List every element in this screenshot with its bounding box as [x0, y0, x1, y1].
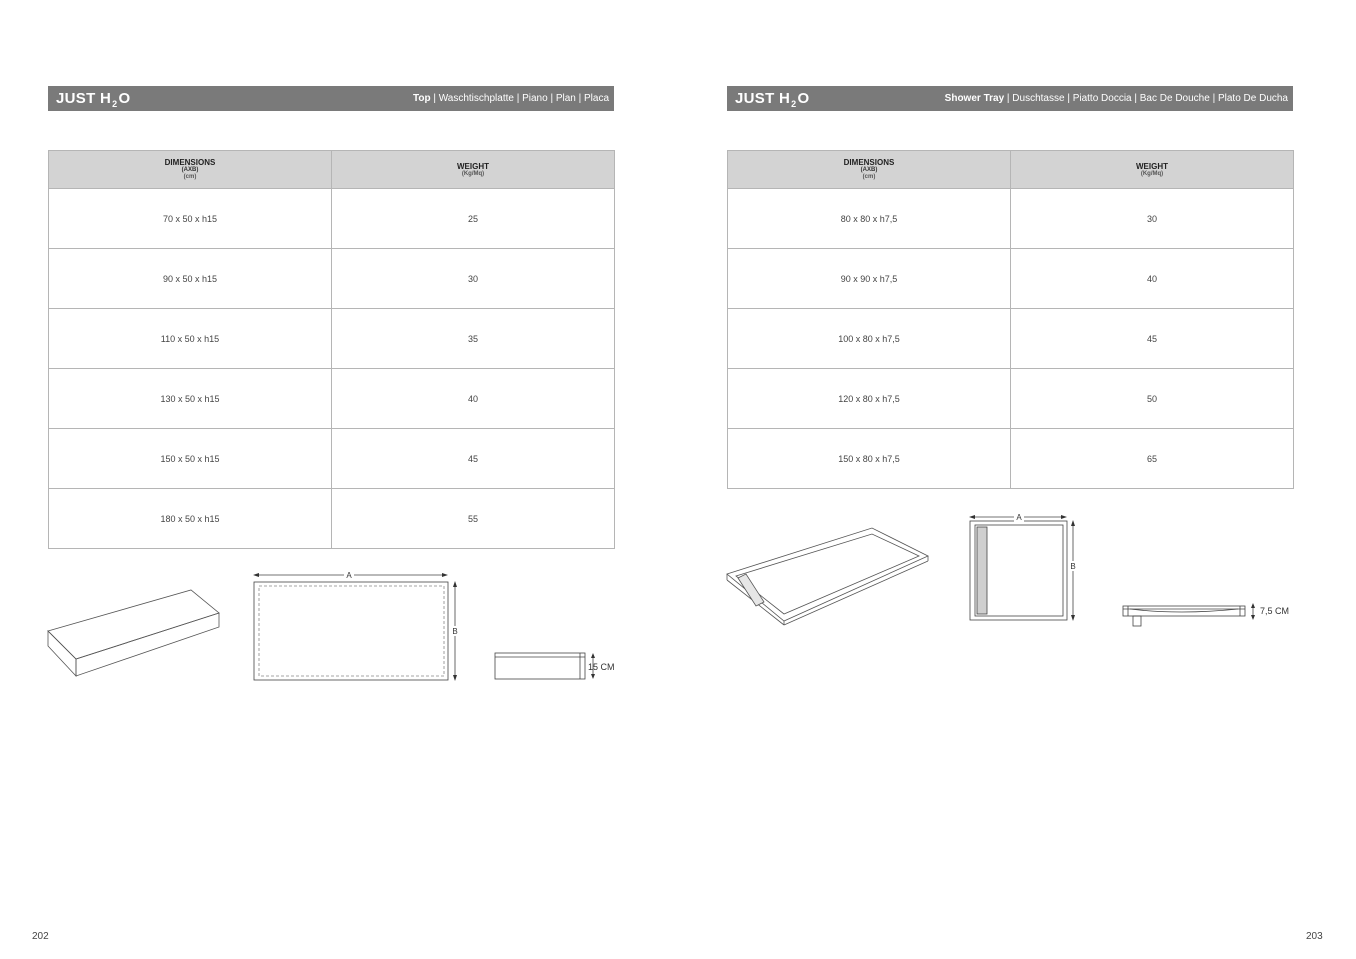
brand-suffix: O [797, 90, 810, 107]
weight-cell: 45 [1011, 309, 1294, 369]
product-subtitle [945, 93, 1288, 104]
weight-cell: 40 [332, 369, 615, 429]
dimension-cell: 150 x 80 x h7,5 [728, 429, 1011, 489]
subtitle-rest: | Duschtasse | Piatto Doccia | Bac De Douche | Plato De Ducha [1004, 93, 1288, 104]
weight-header [332, 151, 615, 189]
weight-cell: 65 [1011, 429, 1294, 489]
brand-subscript: 2 [791, 99, 797, 109]
top-isometric-drawing [46, 586, 222, 680]
table-row [49, 489, 615, 549]
weight-cell: 55 [332, 489, 615, 549]
brand-title [56, 90, 130, 107]
weight-cell: 50 [1011, 369, 1294, 429]
dimension-cell: 110 x 50 x h15 [49, 309, 332, 369]
table-row [728, 249, 1294, 309]
page-number: 202 [32, 931, 49, 942]
dimension-cell: 70 x 50 x h15 [49, 189, 332, 249]
dimension-label-b: B [452, 627, 458, 636]
header-main: WEIGHT [457, 161, 489, 171]
spec-table [48, 150, 615, 549]
header-unit: (Kg/Mq) [461, 170, 485, 177]
product-subtitle [413, 93, 609, 104]
table-row [49, 189, 615, 249]
weight-cell: 45 [332, 429, 615, 489]
header-unit: (Kg/Mq) [1140, 170, 1164, 177]
dimension-cell: 130 x 50 x h15 [49, 369, 332, 429]
dimension-cell: 180 x 50 x h15 [49, 489, 332, 549]
dimension-cell: 120 x 80 x h7,5 [728, 369, 1011, 429]
product-banner [48, 86, 614, 111]
table-row [728, 309, 1294, 369]
page-number: 203 [1306, 931, 1323, 942]
subtitle-bold: Top [412, 93, 431, 104]
dimension-cell: 90 x 50 x h15 [49, 249, 332, 309]
tray-isometric-drawing [724, 524, 930, 626]
brand-prefix: JUST H [56, 90, 112, 107]
dimension-cell: 150 x 50 x h15 [49, 429, 332, 489]
weight-cell: 25 [332, 189, 615, 249]
dimension-cell: 80 x 80 x h7,5 [728, 189, 1011, 249]
dimensions-header [728, 151, 1011, 189]
header-sub: (AXB) [860, 167, 878, 173]
weight-cell: 35 [332, 309, 615, 369]
height-label: 15 CM [588, 662, 615, 672]
table-row [49, 369, 615, 429]
brand-suffix: O [118, 90, 131, 107]
header-main: DIMENSIONS [843, 158, 895, 167]
header-main: WEIGHT [1136, 161, 1168, 171]
brand-title [735, 90, 809, 107]
right-page [678, 0, 1356, 959]
dimension-label-b: B [1070, 562, 1076, 571]
weight-cell: 30 [1011, 189, 1294, 249]
height-label: 7,5 CM [1260, 606, 1290, 616]
table-row [728, 429, 1294, 489]
product-banner [727, 86, 1293, 111]
dimension-label-a: A [346, 571, 352, 580]
table-row [49, 429, 615, 489]
dimension-cell: 100 x 80 x h7,5 [728, 309, 1011, 369]
weight-cell: 40 [1011, 249, 1294, 309]
table-row [49, 249, 615, 309]
brand-subscript: 2 [112, 99, 118, 109]
header-sub: (AXB) [181, 167, 199, 173]
dimension-label-a: A [1016, 513, 1022, 522]
weight-header [1011, 151, 1294, 189]
table-row [728, 189, 1294, 249]
subtitle-bold: Shower Tray [944, 93, 1005, 104]
dimension-cell: 90 x 90 x h7,5 [728, 249, 1011, 309]
brand-prefix: JUST H [735, 90, 791, 107]
table-row [728, 369, 1294, 429]
table-row [49, 309, 615, 369]
header-unit: (cm) [862, 174, 876, 180]
header-unit: (cm) [183, 174, 197, 180]
dimensions-header [49, 151, 332, 189]
header-main: DIMENSIONS [164, 158, 216, 167]
subtitle-rest: | Waschtischplatte | Piano | Plan | Placa [430, 93, 609, 104]
tray-side-drawing [1120, 598, 1292, 632]
top-side-drawing [492, 650, 618, 686]
spec-table [727, 150, 1294, 489]
weight-cell: 30 [332, 249, 615, 309]
top-plan-drawing [250, 568, 462, 684]
tray-plan-drawing [966, 508, 1082, 628]
